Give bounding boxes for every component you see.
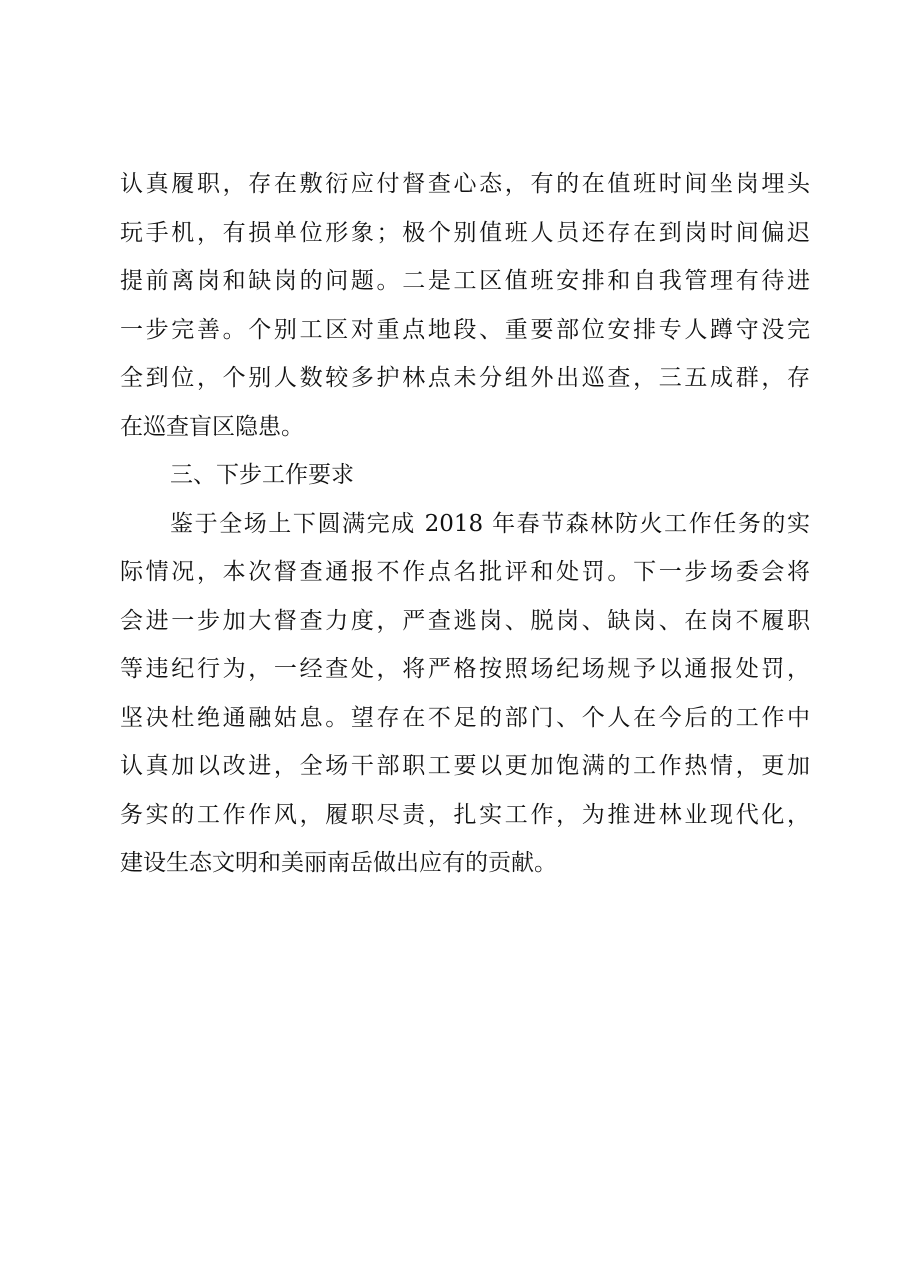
paragraph-line: 一步完善。个别工区对重点地段、重要部位安排专人蹲守没完	[120, 316, 810, 343]
paragraph-line: 认真加以改进，全场干部职工要以更加饱满的工作热情，更加	[120, 753, 810, 779]
paragraph-line: 认真履职，存在敷衍应付督查心态，有的在值班时间坐岗埋头	[120, 171, 810, 197]
paragraph-problems-continued	[120, 160, 810, 451]
paragraph-line: 务实的工作作风，履职尽责，扎实工作，为推进林业现代化，	[120, 801, 810, 828]
paragraph-line: 鉴于全场上下圆满完成 2018 年春节森林防火工作任务的实	[170, 510, 810, 537]
paragraph-line: 提前离岗和缺岗的问题。二是工区值班安排和自我管理有待进	[120, 268, 810, 294]
paragraph-line: 在巡查盲区隐患。	[120, 413, 304, 440]
paragraph-line: 等违纪行为，一经查处，将严格按照场纪场规予以通报处罚，	[120, 656, 810, 682]
paragraph-line: 坚决杜绝通融姑息。望存在不足的部门、个人在今后的工作中	[120, 704, 810, 731]
paragraph-line: 际情况，本次督查通报不作点名批评和处罚。下一步场委会将	[120, 559, 810, 585]
paragraph-requirements	[120, 500, 810, 888]
paragraph-line: 建设生态文明和美丽南岳做出应有的贡献。	[120, 850, 557, 876]
paragraph-line: 全到位，个别人数较多护林点未分组外出巡查，三五成群，存	[120, 365, 810, 391]
section-heading	[120, 451, 810, 500]
section-heading-text: 三、下步工作要求	[170, 462, 354, 488]
paragraph-line: 会进一步加大督查力度，严查逃岗、脱岗、缺岗、在岗不履职	[120, 607, 810, 634]
document-body	[120, 160, 810, 888]
paragraph-line: 玩手机，有损单位形象；极个别值班人员还存在到岗时间偏迟	[120, 219, 810, 246]
